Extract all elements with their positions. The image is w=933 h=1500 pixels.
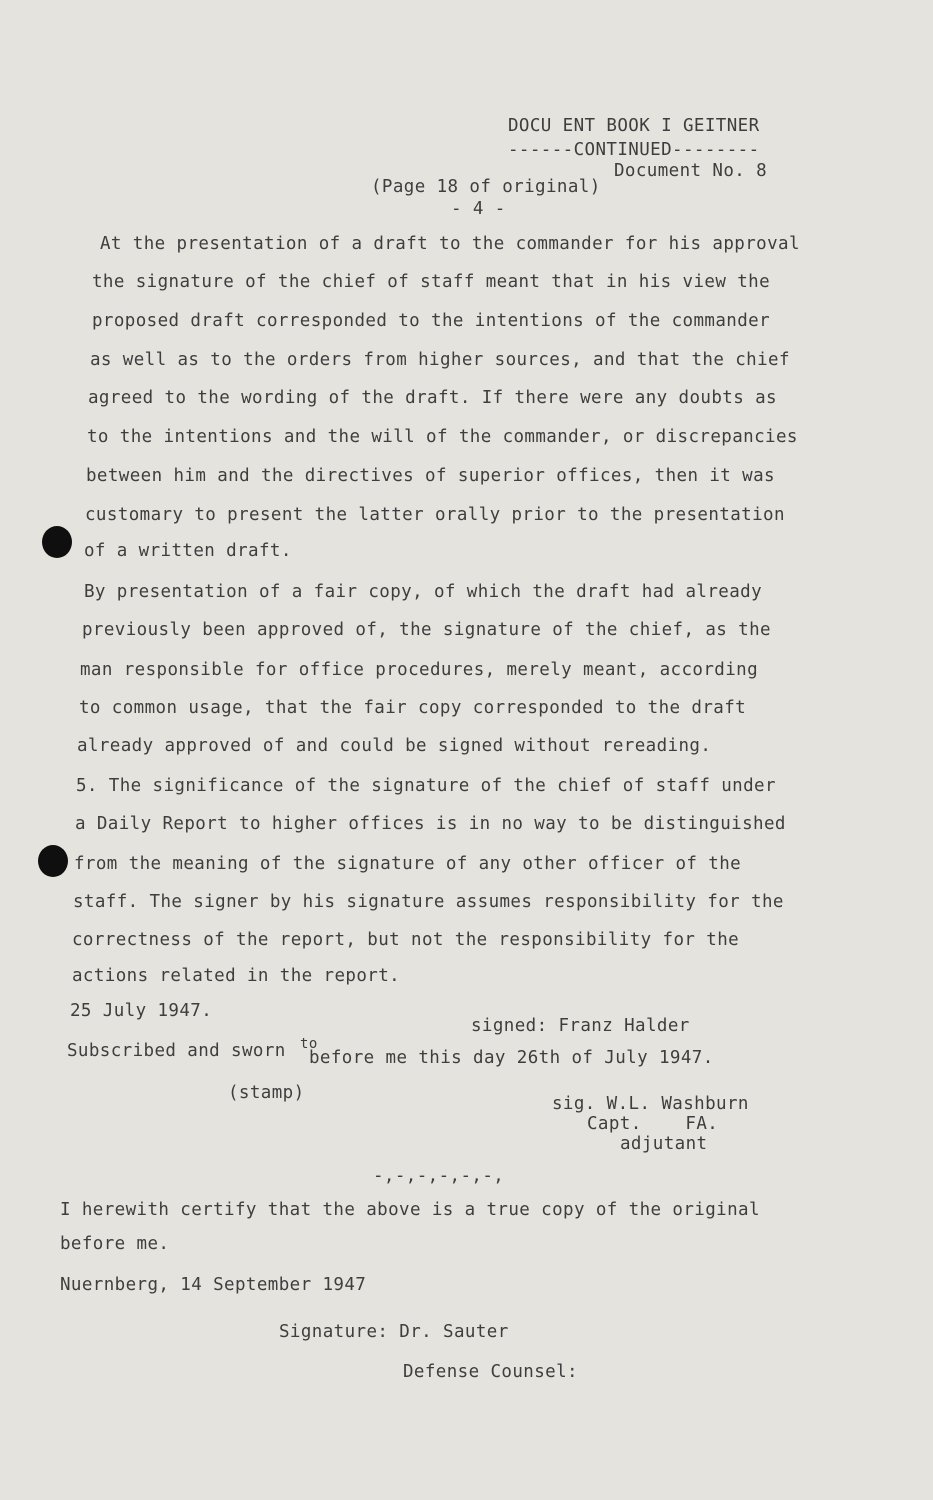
body-line: 5. The significance of the signature of the chief of staff under bbox=[76, 776, 776, 796]
officer-signature: sig. W.L. Washburn bbox=[552, 1094, 749, 1114]
continued-line: ------CONTINUED-------- bbox=[508, 140, 760, 160]
body-line: At the presentation of a draft to the commander for his approval bbox=[100, 234, 800, 254]
document-title: DOCU ENT BOOK I GEITNER bbox=[508, 116, 760, 136]
punch-hole-bottom bbox=[38, 845, 68, 877]
certification-line: I herewith certify that the above is a true copy of the original bbox=[60, 1200, 760, 1220]
body-line: customary to present the latter orally prior to the presentation bbox=[85, 505, 785, 525]
certification-line: before me. bbox=[60, 1234, 170, 1254]
place-date: Nuernberg, 14 September 1947 bbox=[60, 1275, 367, 1295]
body-line: to common usage, that the fair copy corresponded to the draft bbox=[79, 698, 747, 718]
body-line: staff. The signer by his signature assumes responsibility for the bbox=[73, 892, 784, 912]
body-line: previously been approved of, the signature of the chief, as the bbox=[82, 620, 771, 640]
counsel-signature: Signature: Dr. Sauter bbox=[279, 1322, 509, 1342]
body-line: actions related in the report. bbox=[72, 966, 401, 986]
body-line: a Daily Report to higher offices is in no way to be distinguished bbox=[75, 814, 786, 834]
statement-date: 25 July 1947. bbox=[70, 1001, 213, 1021]
body-line: from the meaning of the signature of any other officer of the bbox=[74, 854, 742, 874]
officer-title: adjutant bbox=[620, 1134, 708, 1154]
subscribed-line-rest: before me this day 26th of July 1947. bbox=[309, 1048, 714, 1068]
page-number: - 4 - bbox=[451, 199, 506, 219]
document-number: Document No. 8 bbox=[614, 161, 768, 181]
body-line: as well as to the orders from higher sources, and that the chief bbox=[90, 350, 790, 370]
page-reference: (Page 18 of original) bbox=[371, 177, 601, 197]
body-line: the signature of the chief of staff meant that in his view the bbox=[92, 272, 771, 292]
body-line: between him and the directives of superior offices, then it was bbox=[86, 466, 775, 486]
body-line: man responsible for office procedures, merely meant, according bbox=[80, 660, 759, 680]
body-line: By presentation of a fair copy, of which the draft had already bbox=[84, 582, 763, 602]
body-line: already approved of and could be signed without rereading. bbox=[77, 736, 712, 756]
punch-hole-top bbox=[42, 526, 72, 558]
body-line: of a written draft. bbox=[84, 541, 292, 561]
body-line: proposed draft corresponded to the intentions of the commander bbox=[92, 311, 771, 331]
separator-line: -,-,-,-,-,-, bbox=[373, 1166, 505, 1186]
stamp-label: (stamp) bbox=[228, 1083, 305, 1103]
subscribed-line: Subscribed and sworn bbox=[67, 1041, 286, 1061]
signed-line: signed: Franz Halder bbox=[471, 1016, 690, 1036]
officer-rank: Capt. FA. bbox=[587, 1114, 719, 1134]
counsel-role: Defense Counsel: bbox=[403, 1362, 578, 1382]
body-line: agreed to the wording of the draft. If there were any doubts as bbox=[88, 388, 777, 408]
body-line: to the intentions and the will of the commander, or discrepancies bbox=[87, 427, 798, 447]
body-line: correctness of the report, but not the responsibility for the bbox=[72, 930, 740, 950]
subscribed-insert-to: to bbox=[300, 1036, 318, 1052]
